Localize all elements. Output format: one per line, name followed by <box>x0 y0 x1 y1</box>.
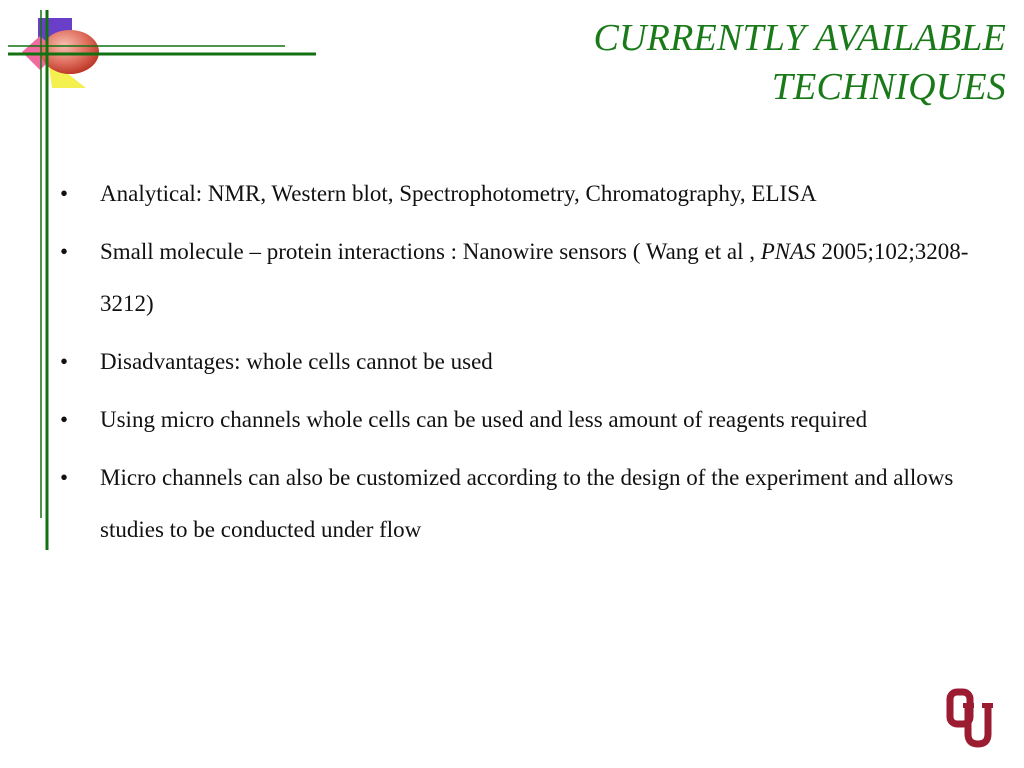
bullet-item <box>60 394 1005 446</box>
bullet-text: Analytical: NMR, Western blot, Spectrophotometry, Chromatography, ELISA <box>100 181 817 206</box>
bullet-marker: • <box>60 407 69 432</box>
bullet-marker: • <box>60 239 69 264</box>
logo-u-serif-right <box>982 703 993 708</box>
slide-title <box>306 14 1006 112</box>
ou-logo-icon <box>946 686 998 750</box>
bullet-list <box>60 168 1005 562</box>
bullet-text: Disadvantages: whole cells cannot be used <box>100 349 493 374</box>
bullet-item <box>60 168 1005 220</box>
logo-u-serif-left <box>963 703 974 708</box>
title-line-1: CURRENTLY AVAILABLE <box>593 17 1006 59</box>
bullet-text-citation: 2005;102;3208-3212) <box>100 239 969 316</box>
bullet-marker: • <box>60 349 69 374</box>
bullet-item <box>60 336 1005 388</box>
bullet-text: Using micro channels whole cells can be used and less amount of reagents required <box>100 407 868 432</box>
red-sphere-shape <box>41 30 99 74</box>
bullet-marker: • <box>60 181 69 206</box>
logo-u-shape <box>968 706 988 744</box>
bullet-text: Micro channels can also be customized according to the design of the experiment and allows studies to be conducted under flow <box>100 465 954 542</box>
bullet-marker: • <box>60 465 69 490</box>
bullet-item <box>60 226 1005 330</box>
bullet-item <box>60 452 1005 556</box>
title-line-2: TECHNIQUES <box>771 66 1006 108</box>
bullet-text: Small molecule – protein interactions : Nanowire sensors ( Wang et al , <box>100 239 761 264</box>
journal-name: PNAS <box>760 239 816 264</box>
